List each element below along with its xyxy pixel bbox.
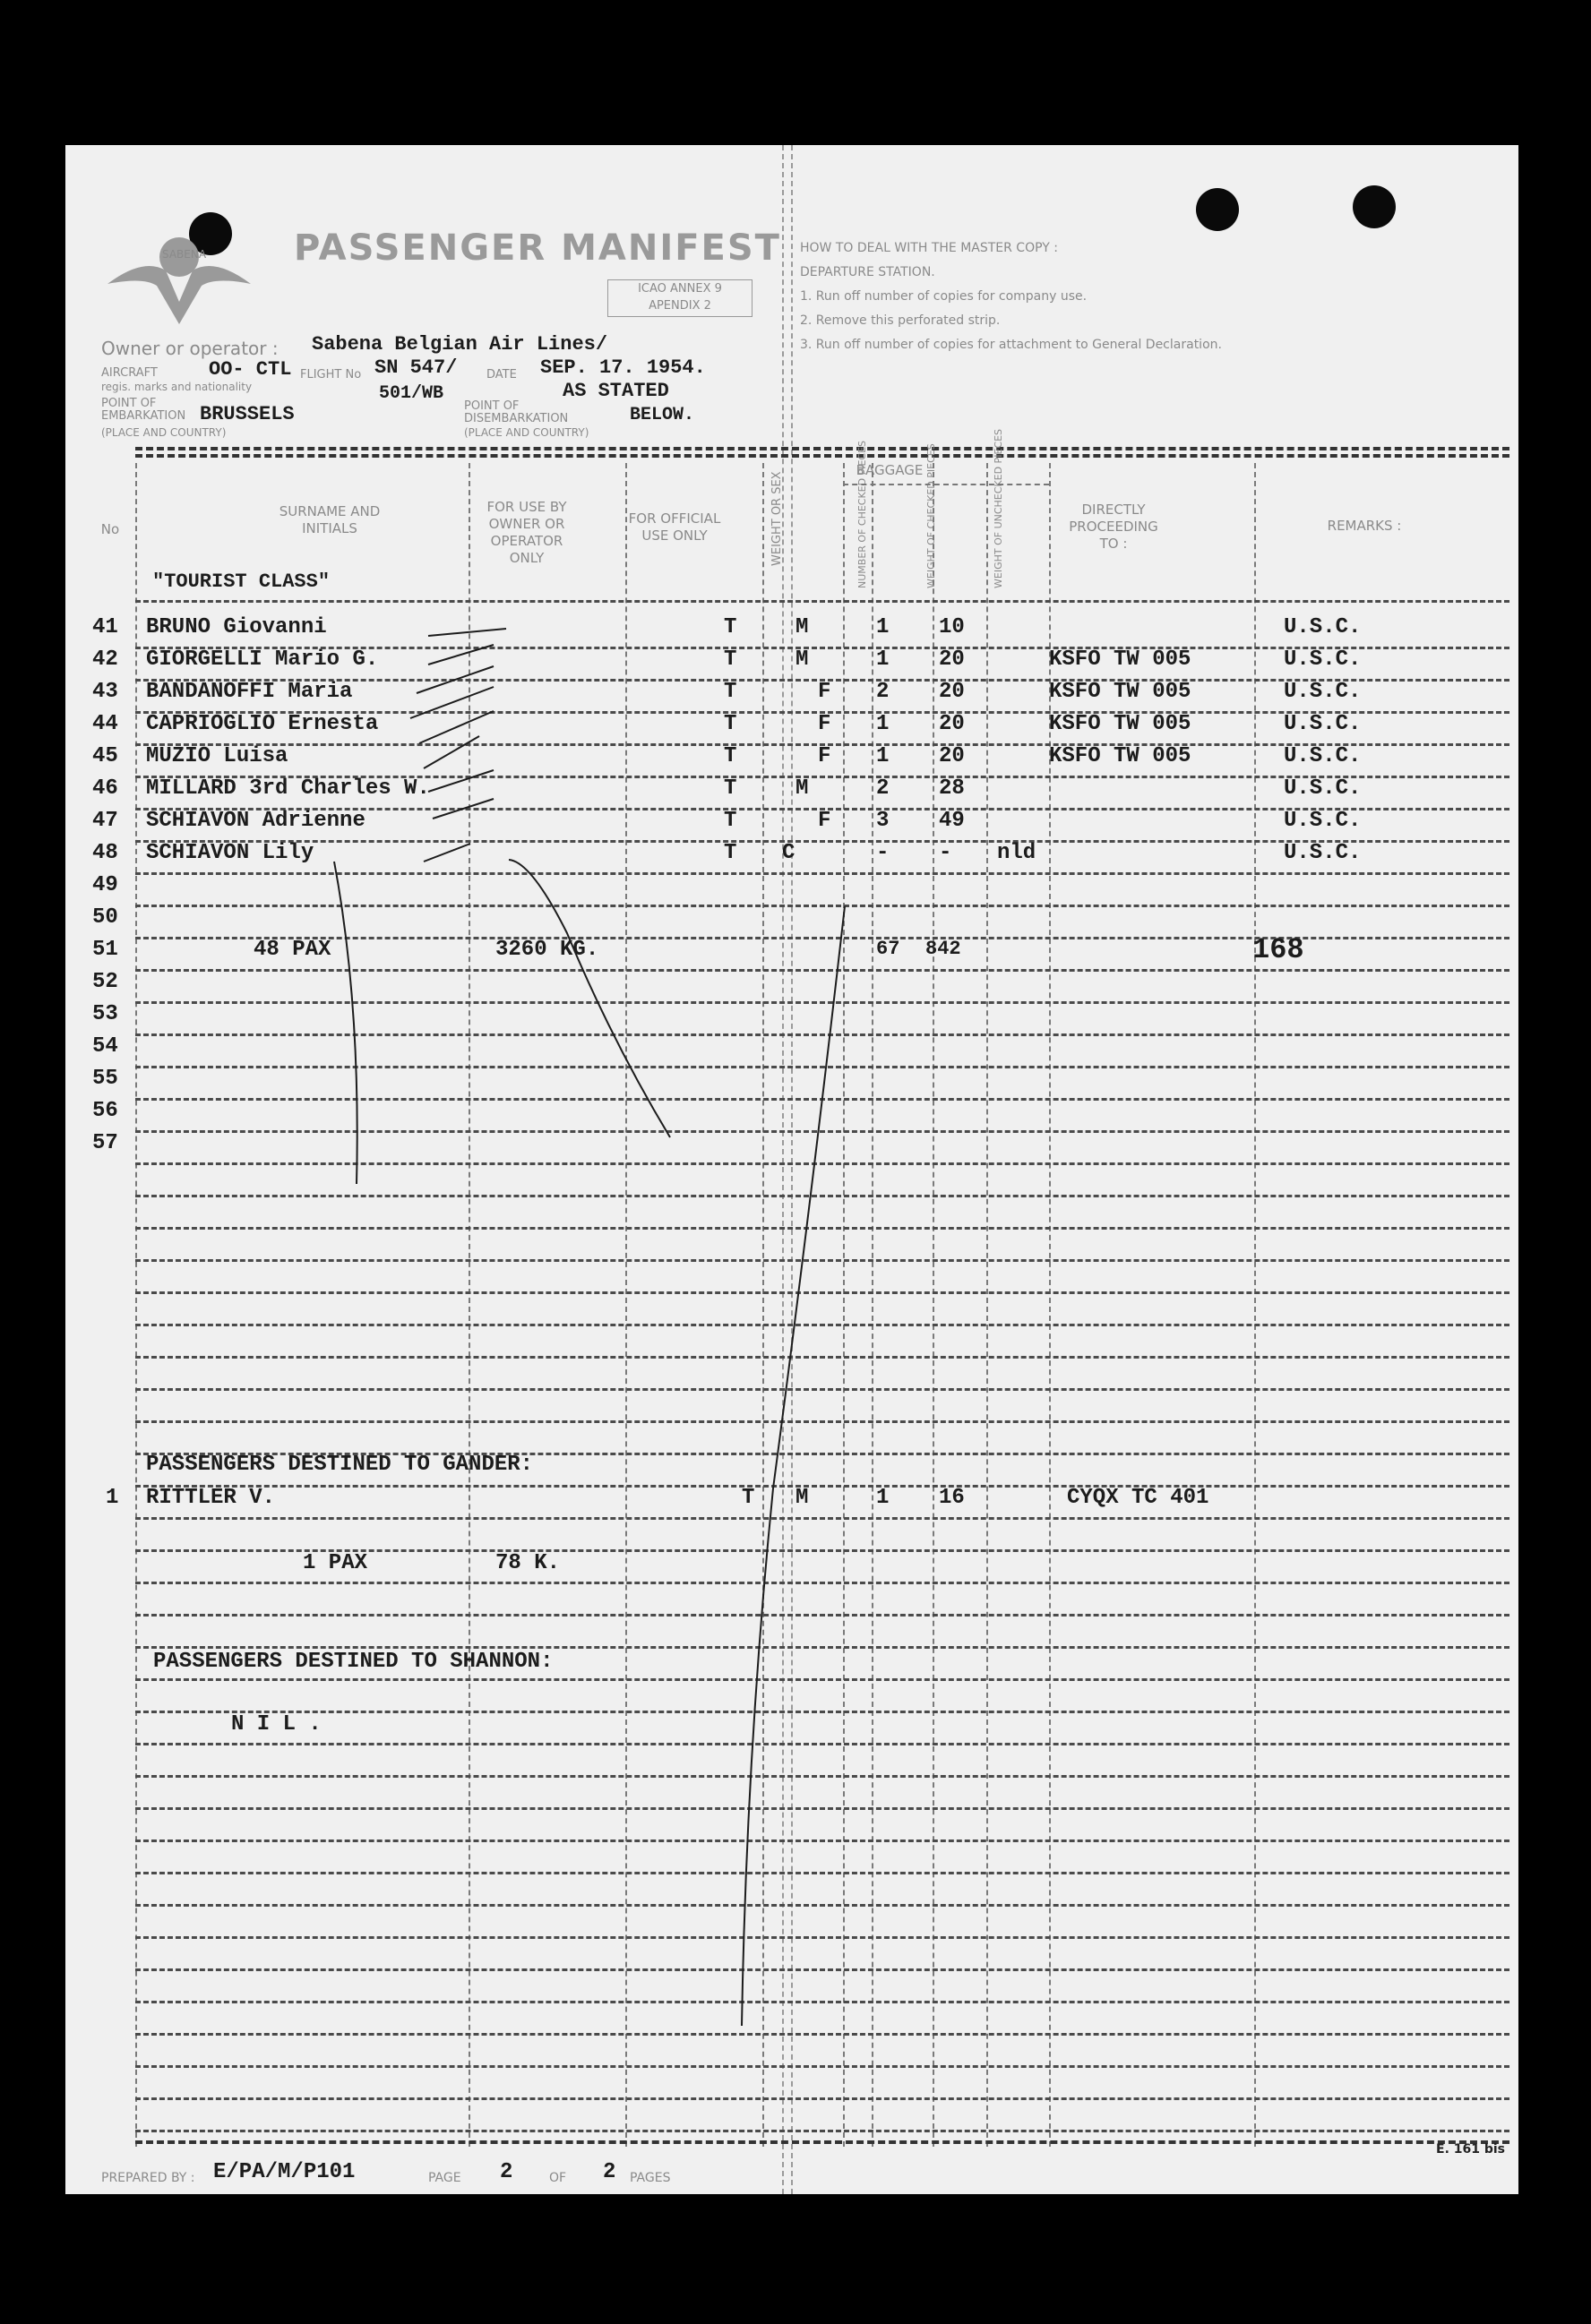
cell-pieces: 1: [876, 647, 890, 672]
col-official: FOR OFFICIAL USE ONLY: [628, 510, 721, 544]
cell-pieces: 2: [876, 776, 890, 801]
cell-sex: C: [782, 841, 796, 865]
cell-weight: 20: [939, 712, 965, 736]
cell-remarks: U.S.C.: [1284, 615, 1362, 639]
row-number: 52: [92, 970, 118, 994]
cell-weight: 20: [939, 744, 965, 768]
cell-no: 47: [92, 809, 118, 833]
total-extra: 168: [1252, 933, 1304, 966]
cell-remarks: U.S.C.: [1284, 841, 1362, 865]
row-number: 51: [92, 938, 118, 962]
gander-official: T: [742, 1486, 755, 1510]
cell-dest: KSFO TW 005: [1049, 744, 1191, 768]
cell-name: MILLARD 3rd Charles W.: [146, 776, 430, 801]
row-number: 57: [92, 1131, 118, 1155]
manifest-sheet: [65, 145, 1518, 2194]
cell-sex: M: [796, 647, 809, 672]
cell-weight: -: [939, 841, 952, 865]
icao-line-2: APENDIX 2: [649, 299, 711, 313]
gander-pax: 1 PAX: [303, 1551, 368, 1575]
disembark-label-text: POINT OF DISEMBARKATION: [464, 399, 569, 425]
col-baggage: BAGGAGE: [856, 462, 924, 478]
cell-no: 42: [92, 647, 118, 672]
pages-label: PAGES: [630, 2171, 671, 2185]
cell-sex: F: [818, 809, 831, 833]
cell-name: GIORGELLI Mario G.: [146, 647, 379, 672]
cell-sex: F: [818, 744, 831, 768]
gander-name: RITTLER V.: [146, 1486, 276, 1510]
cell-remarks: U.S.C.: [1284, 744, 1362, 768]
page-label: PAGE: [428, 2171, 461, 2185]
of-label: OF: [549, 2171, 567, 2185]
disembark-value-2: BELOW.: [630, 405, 695, 425]
row-number: 55: [92, 1067, 118, 1091]
cell-name: CAPRIOGLIO Ernesta: [146, 712, 379, 736]
total-pieces: 67: [876, 938, 900, 960]
gander-dest: CYQX TC 401: [1067, 1486, 1209, 1510]
instruction-line: 1. Run off number of copies for company use.: [800, 289, 1088, 304]
gander-weight: 16: [939, 1486, 965, 1510]
cell-unchecked: nld: [997, 841, 1036, 865]
flight-value-2: 501/WB: [379, 383, 444, 404]
logo-text: SABENA: [162, 248, 207, 261]
owner-label: Owner or operator :: [101, 338, 279, 359]
cell-no: 43: [92, 680, 118, 704]
cell-weight: 28: [939, 776, 965, 801]
cell-pieces: 1: [876, 712, 890, 736]
col-proceeding: DIRECTLY PROCEEDING TO :: [1069, 502, 1158, 552]
disembark-value: AS STATED: [563, 380, 669, 402]
row-number: 49: [92, 873, 118, 897]
embark-sublabel: (PLACE AND COUNTRY): [101, 426, 227, 439]
cell-no: 48: [92, 841, 118, 865]
shannon-heading: PASSENGERS DESTINED TO SHANNON:: [153, 1650, 554, 1674]
row-number: 56: [92, 1099, 118, 1123]
aircraft-value: OO- CTL: [209, 358, 292, 381]
cell-official: T: [724, 809, 737, 833]
aircraft-sublabel: regis. marks and nationality: [101, 381, 253, 393]
cell-name: BRUNO Giovanni: [146, 615, 327, 639]
cell-official: T: [724, 841, 737, 865]
cell-remarks: U.S.C.: [1284, 809, 1362, 833]
shannon-value: N I L .: [231, 1712, 322, 1737]
cell-sex: M: [796, 776, 809, 801]
cell-sex: F: [818, 712, 831, 736]
cell-dest: KSFO TW 005: [1049, 680, 1191, 704]
cell-sex: M: [796, 615, 809, 639]
prepared-value: E/PA/M/P101: [213, 2160, 356, 2184]
cell-no: 45: [92, 744, 118, 768]
date-label: DATE: [486, 368, 517, 382]
cell-official: T: [724, 776, 737, 801]
col-weight-checked: WEIGHT OF CHECKED PIECES: [925, 443, 937, 588]
col-owner-use: FOR USE BY OWNER OR OPERATOR ONLY: [486, 499, 567, 566]
flight-value: SN 547/: [374, 356, 458, 379]
cell-remarks: U.S.C.: [1284, 776, 1362, 801]
cell-pieces: 2: [876, 680, 890, 704]
cell-pieces: 3: [876, 809, 890, 833]
cell-weight: 20: [939, 680, 965, 704]
col-surname: SURNAME AND INITIALS: [279, 503, 381, 536]
cell-remarks: U.S.C.: [1284, 712, 1362, 736]
instruction-line: 2. Remove this perforated strip.: [800, 313, 1001, 328]
instruction-line: HOW TO DEAL WITH THE MASTER COPY :: [800, 241, 1058, 255]
cell-name: MUZIO Luisa: [146, 744, 288, 768]
cell-official: T: [724, 744, 737, 768]
total-pax: 48 PAX: [254, 938, 331, 962]
col-remarks: REMARKS :: [1327, 518, 1402, 534]
instruction-line: DEPARTURE STATION.: [800, 265, 935, 279]
cell-weight: 20: [939, 647, 965, 672]
col-weight-unchecked: WEIGHT OF UNCHECKED PIECES: [993, 429, 1004, 588]
form-number: E. 161 bis: [1436, 2142, 1506, 2157]
cell-official: T: [724, 647, 737, 672]
cell-official: T: [724, 712, 737, 736]
prepared-label: PREPARED BY :: [101, 2171, 195, 2185]
cell-weight: 49: [939, 809, 965, 833]
gander-sex: M: [796, 1486, 809, 1510]
instruction-line: 3. Run off number of copies for attachment to General Declaration.: [800, 338, 1222, 352]
cell-no: 41: [92, 615, 118, 639]
handwritten-marks: [65, 145, 1518, 2194]
flight-label: FLIGHT No: [300, 368, 362, 382]
cell-no: 44: [92, 712, 118, 736]
embark-value: BRUSSELS: [200, 403, 295, 425]
cell-remarks: U.S.C.: [1284, 680, 1362, 704]
total-bag-weight: 842: [925, 938, 961, 960]
date-value: SEP. 17. 1954.: [540, 356, 706, 379]
cell-name: SCHIAVON Adrienne: [146, 809, 366, 833]
disembark-sublabel: (PLACE AND COUNTRY): [464, 426, 589, 439]
gander-heading: PASSENGERS DESTINED TO GANDER:: [146, 1453, 534, 1477]
col-weight-sex: WEIGHT OR SEX: [770, 471, 784, 566]
gander-no: 1: [106, 1486, 119, 1510]
cell-name: BANDANOFFI Maria: [146, 680, 353, 704]
cell-pieces: 1: [876, 744, 890, 768]
page-value: 2: [500, 2160, 513, 2184]
cell-name: SCHIAVON Lily: [146, 841, 314, 865]
class-label: "TOURIST CLASS": [152, 570, 331, 593]
cell-dest: KSFO TW 005: [1049, 647, 1191, 672]
col-no: No: [100, 521, 120, 537]
page-title: PASSENGER MANIFEST: [294, 227, 781, 269]
gander-pieces: 1: [876, 1486, 890, 1510]
total-weight: 3260 KG.: [495, 938, 599, 962]
gander-kg: 78 K.: [495, 1551, 561, 1575]
row-number: 50: [92, 905, 118, 930]
cell-sex: F: [818, 680, 831, 704]
aircraft-label: AIRCRAFT: [101, 366, 158, 380]
cell-official: T: [724, 680, 737, 704]
row-number: 54: [92, 1034, 118, 1059]
cell-no: 46: [92, 776, 118, 801]
cell-dest: KSFO TW 005: [1049, 712, 1191, 736]
row-number: 53: [92, 1002, 118, 1026]
of-value: 2: [603, 2160, 616, 2184]
cell-remarks: U.S.C.: [1284, 647, 1362, 672]
owner-value: Sabena Belgian Air Lines/: [312, 333, 608, 356]
col-checked: NUMBER OF CHECKED PIECES: [856, 440, 868, 588]
cell-weight: 10: [939, 615, 965, 639]
embark-label-text: POINT OF EMBARKATION: [101, 397, 186, 423]
cell-pieces: -: [876, 841, 890, 865]
cell-official: T: [724, 615, 737, 639]
icao-line-1: ICAO ANNEX 9: [638, 282, 722, 296]
cell-pieces: 1: [876, 615, 890, 639]
